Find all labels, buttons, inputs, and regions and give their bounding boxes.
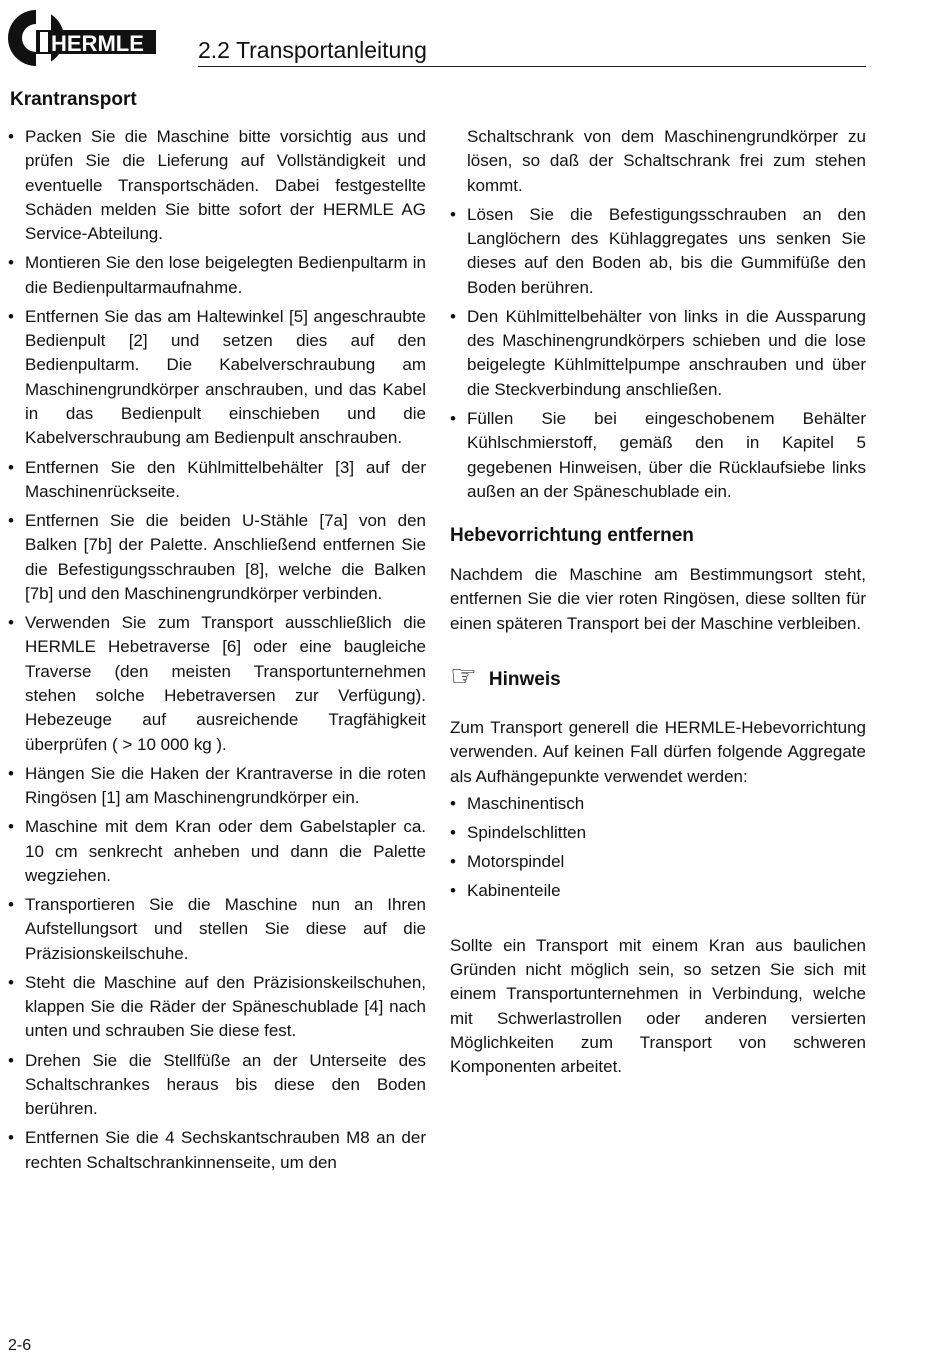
list-item: • Hängen Sie die Haken der Krantraverse in die roten Ringösen [1] am Maschinengrundkörper ein.	[8, 762, 426, 811]
transport-steps-list-continued	[450, 203, 866, 504]
list-item: • Entfernen Sie die 4 Sechskantschrauben M8 an der rechten Schaltschrankinnenseite, um den	[8, 1126, 426, 1175]
right-column	[450, 125, 866, 1080]
lift-paragraph: Nachdem die Maschine am Bestimmungsort steht, entfernen Sie die vier roten Ringösen, diese sollten für einen späteren Transport bei der Maschine verbleiben.	[450, 565, 866, 633]
list-item: • Entfernen Sie die beiden U-Stähle [7a] von den Balken [7b] der Palette. Anschließend entfernen Sie die Befestigungsschrauben [8], welche die Balken [7b] und den Maschinengrundkörper verbinden.	[8, 509, 426, 606]
logo-text: HERMLE	[51, 31, 144, 56]
list-item: • Steht die Maschine auf den Präzisionskeilschuhen, klappen Sie die Räder der Späneschublade [4] nach unten und schrauben Sie diese fest.	[8, 971, 426, 1044]
list-item: • Lösen Sie die Befestigungsschrauben an den Langlöchern des Kühlaggregates uns senken Sie dieses auf den Boden ab, bis die Gummifüße den Boden berühren.	[450, 203, 866, 300]
list-item: • Füllen Sie bei eingeschobenem Behälter Kühlschmierstoff, gemäß den in Kapitel 5 gegebenen Hinweisen, über die Rücklaufsiebe links außen an der Späneschublade ein.	[450, 407, 866, 504]
hermle-logo	[6, 6, 156, 70]
list-item: • Maschine mit dem Kran oder dem Gabelstapler ca. 10 cm senkrecht anheben und dann die Palette wegziehen.	[8, 815, 426, 888]
note-heading	[450, 659, 866, 695]
heading-hebevorrichtung: Hebevorrichtung entfernen	[450, 525, 694, 547]
list-item: • Entfernen Sie das am Haltewinkel [5] angeschraubte Bedienpult [2] und setzen dies auf den Bedienpultarm. Die Kabelverschraubung am Maschinengrundkörper anschrauben, und das Kabel in das Bedienpult einschieben und die Kabelverschraubung am Bedienpult anschrauben.	[8, 305, 426, 451]
note-label: Hinweis	[488, 669, 561, 691]
note-items-list	[450, 792, 866, 904]
transport-steps-list	[8, 125, 426, 1175]
list-item: • Motorspindel	[450, 850, 866, 874]
list-item: • Maschinentisch	[450, 792, 866, 816]
heading-krantransport: Krantransport	[10, 89, 137, 110]
list-item: • Verwenden Sie zum Transport ausschließlich die HERMLE Hebetraverse [6] oder eine baugleiche Traverse (den meisten Transportunternehmen stehen solche Hebetraversen zur Verfügung). Hebezeuge auf ausreichende Tragfähigkeit überprüfen ( > 10 000 kg ).	[8, 611, 426, 757]
header-rule	[198, 66, 866, 67]
left-column	[8, 125, 426, 1180]
section-title: 2.2 Transportanleitung	[198, 37, 427, 63]
pointing-hand-icon: ☞	[450, 659, 477, 695]
closing-paragraph: Sollte ein Transport mit einem Kran aus baulichen Gründen nicht möglich sein, so setzen Sie sich mit einem Transportunternehmen in Verbindung, welche mit Schwerlastrollen oder anderen versierten Möglichkeiten zum Transport von schweren Komponenten arbeitet.	[450, 935, 866, 1077]
list-item: • Drehen Sie die Stellfüße an der Unterseite des Schaltschrankes heraus bis diese den Boden berühren.	[8, 1049, 426, 1122]
list-item: • Spindelschlitten	[450, 821, 866, 845]
continued-text: Schaltschrank von dem Maschinengrundkörper zu lösen, so daß der Schaltschrank frei zum stehen kommt.	[467, 127, 866, 195]
list-item: • Montieren Sie den lose beigelegten Bedienpultarm in die Bedienpultarmaufnahme.	[8, 251, 426, 300]
list-item: • Transportieren Sie die Maschine nun an Ihren Aufstellungsort und stellen Sie diese auf die Präzisionskeilschuhe.	[8, 893, 426, 966]
list-item: • Packen Sie die Maschine bitte vorsichtig aus und prüfen Sie die Lieferung auf Vollständigkeit und eventuelle Transportschäden. Dabei festgestellte Schäden melden Sie bitte sofort der HERMLE AG Service-Abteilung.	[8, 125, 426, 246]
page-number: 2-6	[8, 1337, 32, 1354]
list-item: • Den Kühlmittelbehälter von links in die Aussparung des Maschinengrundkörpers schieben und die lose beigelegte Kühlmittelpumpe anschrauben und über die Steckverbindung anschließen.	[450, 305, 866, 402]
note-paragraph: Zum Transport generell die HERMLE-Hebevorrichtung verwenden. Auf keinen Fall dürfen folgende Aggregate als Aufhängepunkte verwendet werden:	[450, 718, 866, 786]
list-item: • Kabinenteile	[450, 879, 866, 903]
list-item: • Entfernen Sie den Kühlmittelbehälter [3] auf der Maschinenrückseite.	[8, 456, 426, 505]
